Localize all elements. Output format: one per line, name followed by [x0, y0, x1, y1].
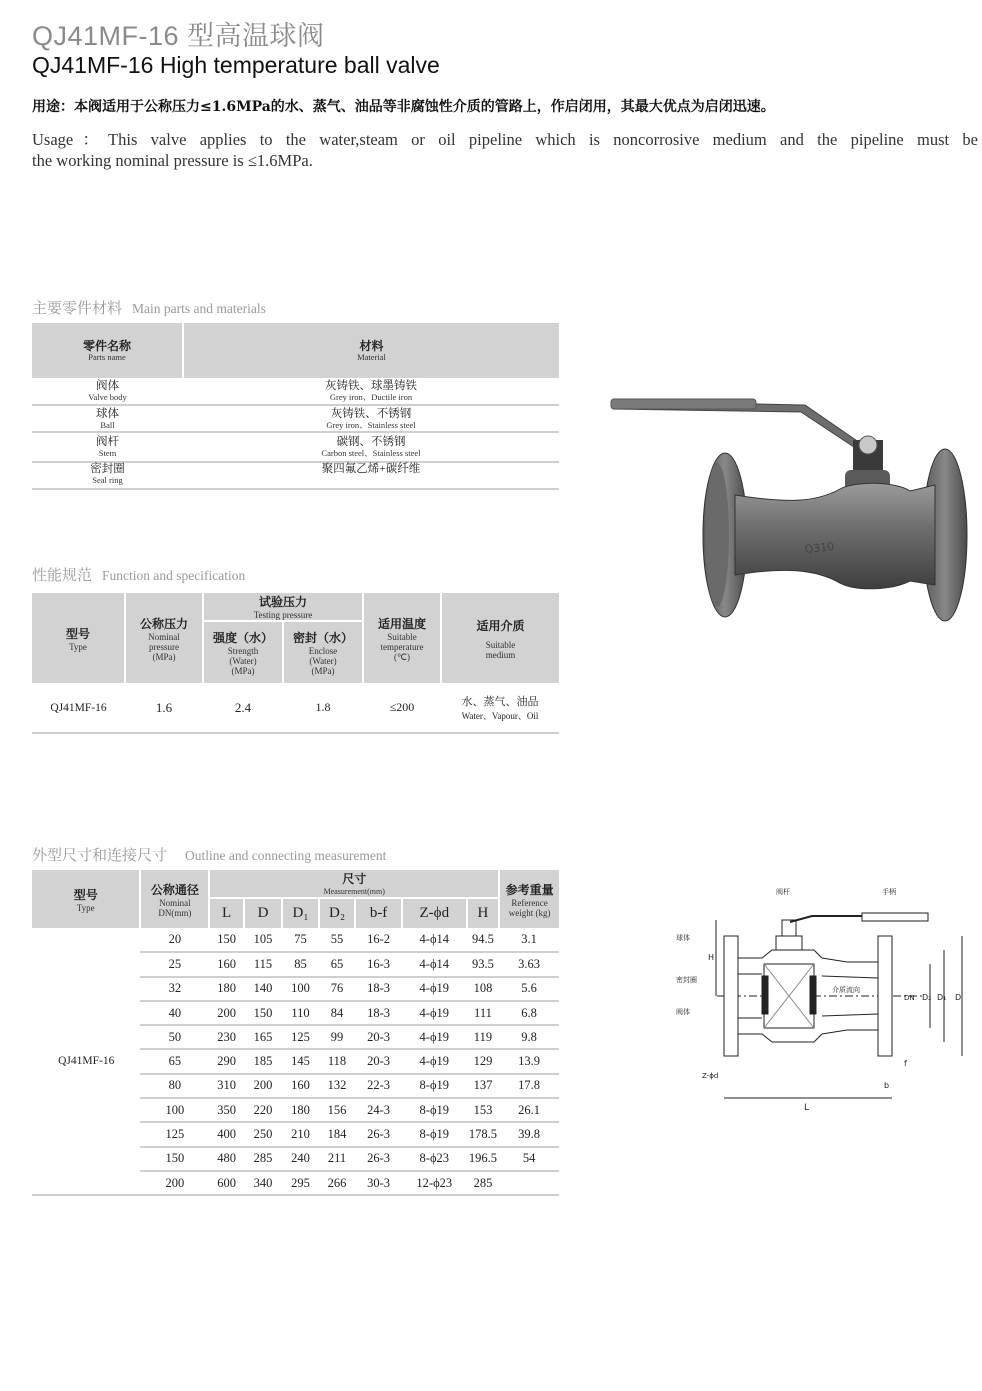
- dims-header-dn: [140, 870, 209, 928]
- dims-col-zd: Z-ϕd: [402, 898, 467, 928]
- dims-cell-D: 285: [244, 1147, 283, 1171]
- dims-cell-D2: 84: [319, 1001, 355, 1025]
- parts-header-name-cn: 零件名称: [82, 338, 131, 353]
- page-title-cn: QJ41MF-16 型高温球阀: [32, 21, 325, 51]
- dims-cell-zd: 4-ϕ14: [402, 928, 467, 952]
- dims-cell-H: 153: [467, 1098, 499, 1122]
- dims-h-dn-en2: DN(mm): [158, 907, 192, 918]
- parts-row: [32, 378, 559, 405]
- part-name-en: Seal ring: [92, 475, 123, 485]
- dims-cell-dn: 32: [140, 977, 209, 1001]
- dims-cell-D: 220: [244, 1098, 283, 1122]
- dims-cell-dn: 25: [140, 952, 209, 976]
- dims-cell-D: 150: [244, 1001, 283, 1025]
- dims-cell-D1: 240: [282, 1147, 318, 1171]
- spec-type-value: QJ41MF-16: [50, 701, 107, 714]
- dims-cell-H: 119: [467, 1025, 499, 1049]
- label-f: f: [904, 1059, 907, 1068]
- dims-header-measurement: [209, 870, 499, 898]
- label-b: b: [884, 1081, 890, 1090]
- spec-h-seal-cn: 密封（水）: [292, 631, 353, 645]
- dims-cell-bf: 18-3: [355, 1001, 402, 1025]
- dims-h-dn-cn: 公称通径: [150, 882, 199, 897]
- dims-cell-dn: 200: [140, 1171, 209, 1195]
- dims-h-wt-en2: weight (kg): [508, 907, 551, 918]
- dims-cell-D2: 99: [319, 1025, 355, 1049]
- spec-table: [32, 593, 559, 734]
- dims-cell-D1: 110: [282, 1001, 318, 1025]
- parts-title-cn: 主要零件材料: [32, 299, 123, 317]
- parts-header-mat-cn: 材料: [359, 338, 384, 353]
- dims-cell-L: 350: [209, 1098, 243, 1122]
- dims-cell-D: 340: [244, 1171, 283, 1195]
- drawing-right-flange: [878, 936, 892, 1056]
- usage-text-en-line1: Usage：This valve applies to the water,steam or oil pipeline which is noncorrosive medium and the pipeline must be: [32, 130, 978, 149]
- dims-cell-L: 400: [209, 1122, 243, 1146]
- dims-cell-D1: 295: [282, 1171, 318, 1195]
- spec-h-med-en1: Suitable: [485, 639, 516, 650]
- dims-title-cn: 外型尺寸和连接尺寸: [32, 846, 168, 864]
- dims-cell-L: 480: [209, 1147, 243, 1171]
- part-material-en: Grey iron、Stainless steel: [326, 419, 416, 430]
- dims-cell-D2: 132: [319, 1074, 355, 1098]
- dims-cell-dn: 20: [140, 928, 209, 952]
- drawing-body-upper: [738, 950, 878, 962]
- part-name-en: Valve body: [88, 392, 127, 402]
- part-name-cn: 密封圈: [90, 463, 125, 475]
- dims-cell-zd: 8-ϕ19: [402, 1122, 467, 1146]
- dims-cell-zd: 12-ϕ23: [402, 1171, 467, 1195]
- dims-type-value: QJ41MF-16: [32, 928, 140, 1195]
- dims-cell-bf: 26-3: [355, 1122, 402, 1146]
- parts-row: [32, 462, 559, 489]
- usage-text-en-line2: the working nominal pressure is ≤1.6MPa.: [32, 151, 313, 170]
- dims-cell-L: 150: [209, 928, 243, 952]
- label-handle: 手柄: [882, 888, 896, 896]
- spec-header-test: [203, 593, 363, 621]
- spec-h-type-en: Type: [69, 641, 87, 652]
- dims-cell-weight: 13.9: [499, 1049, 559, 1073]
- valve-drawing: [672, 878, 972, 1118]
- spec-temp-value: ≤200: [389, 700, 415, 714]
- dims-cell-bf: 30-3: [355, 1171, 402, 1195]
- dims-cell-H: 93.5: [467, 952, 499, 976]
- dims-cell-D1: 145: [282, 1049, 318, 1073]
- dims-cell-D: 140: [244, 977, 283, 1001]
- dims-header-weight: [499, 870, 559, 928]
- valve-photo: [605, 385, 980, 635]
- dims-cell-H: 178.5: [467, 1122, 499, 1146]
- dims-col-bf: b-f: [355, 898, 402, 928]
- parts-title-en: Main parts and materials: [132, 301, 266, 316]
- dims-cell-zd: 4-ϕ19: [402, 977, 467, 1001]
- label-DN: DN: [904, 994, 915, 1002]
- dims-h-wt-en1: Reference: [511, 897, 548, 908]
- spec-h-pn-en3: (MPa): [152, 651, 176, 662]
- label-D1: D₁: [937, 993, 947, 1002]
- dims-col-D1: D₁: [282, 898, 318, 928]
- dims-cell-dn: 125: [140, 1122, 209, 1146]
- dims-cell-D2: 156: [319, 1098, 355, 1122]
- valve-body: [735, 483, 935, 589]
- dims-cell-bf: 16-3: [355, 952, 402, 976]
- left-flange-face: [705, 463, 729, 607]
- dims-title-en: Outline and connecting measurement: [185, 848, 387, 863]
- dims-cell-D: 185: [244, 1049, 283, 1073]
- dims-cell-bf: 20-3: [355, 1025, 402, 1049]
- dims-h-type-en: Type: [76, 902, 95, 913]
- spec-section-title: [32, 564, 245, 585]
- parts-row: [32, 405, 559, 432]
- dims-cell-H: 129: [467, 1049, 499, 1073]
- dims-cell-D2: 118: [319, 1049, 355, 1073]
- stem-nut: [859, 436, 877, 454]
- drawing-left-flange: [724, 936, 738, 1056]
- dims-cell-weight: 5.6: [499, 977, 559, 1001]
- dims-cell-D1: 160: [282, 1074, 318, 1098]
- dims-cell-D: 165: [244, 1025, 283, 1049]
- dims-cell-H: 196.5: [467, 1147, 499, 1171]
- dims-cell-L: 180: [209, 977, 243, 1001]
- dims-h-type-cn: 型号: [73, 887, 98, 902]
- dims-cell-D2: 76: [319, 977, 355, 1001]
- dims-cell-weight: [499, 1171, 559, 1195]
- spec-h-seal-en3: (MPa): [311, 666, 335, 676]
- dims-col-H: H: [467, 898, 499, 928]
- dims-cell-D2: 55: [319, 928, 355, 952]
- part-material-cn: 灰铸铁、不锈钢: [330, 407, 412, 420]
- drawing-seal-left: [762, 976, 768, 1014]
- part-material-cn: 聚四氟乙烯+碳纤维: [321, 463, 421, 475]
- spec-h-temp-en2: temperature: [380, 641, 424, 652]
- spec-h-type-cn: 型号: [65, 626, 90, 641]
- dims-cell-D1: 180: [282, 1098, 318, 1122]
- dims-cell-dn: 40: [140, 1001, 209, 1025]
- dims-cell-weight: 54: [499, 1147, 559, 1171]
- dims-col-L: L: [209, 898, 243, 928]
- label-L: L: [804, 1103, 810, 1113]
- label-body: 阀体: [676, 1008, 690, 1016]
- dims-table: [32, 870, 559, 1196]
- spec-h-str-en3: (MPa): [231, 666, 255, 676]
- dims-col-D2: D₂: [319, 898, 355, 928]
- dims-h-meas-en: Measurement(mm): [323, 887, 385, 896]
- body-marking: Q310: [803, 539, 835, 556]
- parts-table: [32, 323, 559, 490]
- label-stem: 阀杆: [776, 888, 790, 896]
- page-title-en: QJ41MF-16 High temperature ball valve: [32, 52, 440, 78]
- dims-cell-weight: 9.8: [499, 1025, 559, 1049]
- label-zd: Z-ϕd: [702, 1072, 719, 1080]
- dims-cell-weight: 26.1: [499, 1098, 559, 1122]
- part-name-cn: 球体: [96, 407, 119, 420]
- dims-cell-L: 200: [209, 1001, 243, 1025]
- dims-cell-D: 250: [244, 1122, 283, 1146]
- label-ball: 球体: [676, 934, 690, 942]
- spec-header-temp: [363, 593, 441, 683]
- dims-cell-bf: 20-3: [355, 1049, 402, 1073]
- dims-cell-D2: 266: [319, 1171, 355, 1195]
- dims-cell-zd: 4-ϕ14: [402, 952, 467, 976]
- dims-cell-D1: 125: [282, 1025, 318, 1049]
- parts-section-title: [32, 297, 266, 318]
- dims-h-meas-cn: 尺寸: [342, 872, 367, 886]
- handle-grip: [611, 399, 756, 409]
- dims-cell-L: 600: [209, 1171, 243, 1195]
- dims-cell-dn: 80: [140, 1074, 209, 1098]
- spec-h-pn-en1: Nominal: [148, 631, 180, 642]
- dims-cell-L: 290: [209, 1049, 243, 1073]
- spec-header-seal: [283, 621, 363, 683]
- spec-h-test-en: Testing pressure: [253, 610, 313, 620]
- dims-cell-bf: 26-3: [355, 1147, 402, 1171]
- dims-cell-weight: 17.8: [499, 1074, 559, 1098]
- spec-h-seal-en2: (Water): [309, 656, 337, 666]
- part-name-cn: 阀体: [96, 380, 119, 392]
- dims-cell-H: 137: [467, 1074, 499, 1098]
- spec-h-temp-cn: 适用温度: [377, 616, 426, 631]
- dims-cell-weight: 39.8: [499, 1122, 559, 1146]
- spec-h-temp-en3: (℃): [393, 651, 411, 662]
- spec-seal-value: 1.8: [315, 700, 331, 714]
- dims-cell-zd: 4-ϕ19: [402, 1025, 467, 1049]
- dims-cell-H: 94.5: [467, 928, 499, 952]
- dims-h-dn-en1: Nominal: [159, 897, 191, 908]
- dims-cell-D1: 75: [282, 928, 318, 952]
- part-name-cn: 阀杆: [96, 436, 119, 448]
- dims-cell-dn: 65: [140, 1049, 209, 1073]
- spec-h-med-en2: medium: [485, 649, 516, 660]
- dims-section-title: [32, 844, 386, 865]
- label-D2: D₂: [922, 993, 932, 1002]
- drawing-body-lower: [738, 1030, 878, 1042]
- parts-header-material: [183, 323, 559, 378]
- part-material-cn: 碳钢、不锈钢: [336, 436, 406, 448]
- dims-cell-D: 115: [244, 952, 283, 976]
- spec-h-pn-cn: 公称压力: [139, 616, 188, 631]
- spec-header-pn: [125, 593, 203, 683]
- parts-row: [32, 432, 559, 462]
- drawing-seal-right: [810, 976, 816, 1014]
- label-seal: 密封圈: [676, 976, 697, 984]
- spec-pn-value: 1.6: [155, 699, 173, 715]
- part-name-en: Ball: [100, 419, 115, 430]
- spec-medium-cn: 水、蒸气、油品: [461, 695, 539, 708]
- dims-cell-L: 310: [209, 1074, 243, 1098]
- dims-cell-bf: 22-3: [355, 1074, 402, 1098]
- spec-h-str-cn: 强度（水）: [212, 631, 273, 645]
- dims-cell-zd: 4-ϕ19: [402, 1001, 467, 1025]
- dims-cell-D1: 210: [282, 1122, 318, 1146]
- dims-cell-bf: 18-3: [355, 977, 402, 1001]
- dims-cell-dn: 150: [140, 1147, 209, 1171]
- part-name-en: Stem: [98, 448, 117, 458]
- dims-cell-L: 160: [209, 952, 243, 976]
- parts-header-mat-en: Material: [357, 351, 386, 362]
- dims-cell-weight: 3.63: [499, 952, 559, 976]
- spec-h-str-en2: (Water): [229, 656, 257, 666]
- dims-cell-L: 230: [209, 1025, 243, 1049]
- dims-cell-D2: 65: [319, 952, 355, 976]
- usage-text-cn: 用途：本阀适用于公称压力≤1.6MPa的水、蒸气、油品等非腐蚀性介质的管路上，作启闭用，其最大优点为启闭迅速。: [32, 99, 775, 115]
- dims-cell-dn: 100: [140, 1098, 209, 1122]
- dims-col-D: D: [244, 898, 283, 928]
- parts-header-name-en: Parts name: [88, 351, 126, 362]
- spec-header-strength: [203, 621, 283, 683]
- dims-cell-D: 105: [244, 928, 283, 952]
- label-flow: 介质流向: [832, 986, 860, 994]
- part-material-en: Carbon steel、Stainless steel: [321, 448, 421, 458]
- spec-h-temp-en1: Suitable: [387, 631, 417, 642]
- dims-cell-H: 285: [467, 1171, 499, 1195]
- spec-strength-value: 2.4: [234, 699, 252, 715]
- dims-cell-D: 200: [244, 1074, 283, 1098]
- spec-h-seal-en1: Enclose: [308, 646, 338, 656]
- dims-cell-dn: 50: [140, 1025, 209, 1049]
- spec-header-type: [32, 593, 125, 683]
- dims-cell-zd: 8-ϕ19: [402, 1074, 467, 1098]
- parts-header-name: [32, 323, 183, 378]
- spec-row: [32, 683, 559, 733]
- dims-cell-zd: 8-ϕ23: [402, 1147, 467, 1171]
- dims-cell-D1: 85: [282, 952, 318, 976]
- spec-title-cn: 性能规范: [32, 566, 93, 584]
- spec-h-str-en1: Strength: [227, 646, 259, 656]
- label-D: D: [955, 993, 962, 1002]
- spec-header-medium: [441, 593, 559, 683]
- spec-h-test-cn: 试验压力: [258, 595, 307, 609]
- dims-cell-zd: 8-ϕ19: [402, 1098, 467, 1122]
- dims-cell-D2: 211: [319, 1147, 355, 1171]
- label-H: H: [708, 953, 715, 962]
- dims-cell-bf: 16-2: [355, 928, 402, 952]
- dims-cell-bf: 24-3: [355, 1098, 402, 1122]
- dims-cell-zd: 4-ϕ19: [402, 1049, 467, 1073]
- drawing-handle-grip: [862, 913, 928, 921]
- spec-medium-en: Water、Vapour、Oil: [461, 711, 539, 721]
- dims-cell-weight: 3.1: [499, 928, 559, 952]
- dims-row: [32, 928, 559, 952]
- spec-h-med-cn: 适用介质: [476, 618, 525, 633]
- dims-h-wt-cn: 参考重量: [505, 882, 554, 897]
- part-material-cn: 灰铸铁、球墨铸铁: [325, 380, 417, 392]
- spec-medium-value: [441, 683, 559, 733]
- dims-cell-D2: 184: [319, 1122, 355, 1146]
- dims-header-type: [32, 870, 140, 928]
- dims-body: [32, 928, 559, 1195]
- part-material-en: Grey iron、Ductile iron: [329, 392, 413, 402]
- spec-h-pn-en2: pressure: [149, 641, 179, 652]
- spec-title-en: Function and specification: [102, 568, 246, 583]
- drawing-gland: [776, 936, 802, 950]
- dims-cell-H: 108: [467, 977, 499, 1001]
- dims-cell-D1: 100: [282, 977, 318, 1001]
- dims-cell-H: 111: [467, 1001, 499, 1025]
- dims-cell-weight: 6.8: [499, 1001, 559, 1025]
